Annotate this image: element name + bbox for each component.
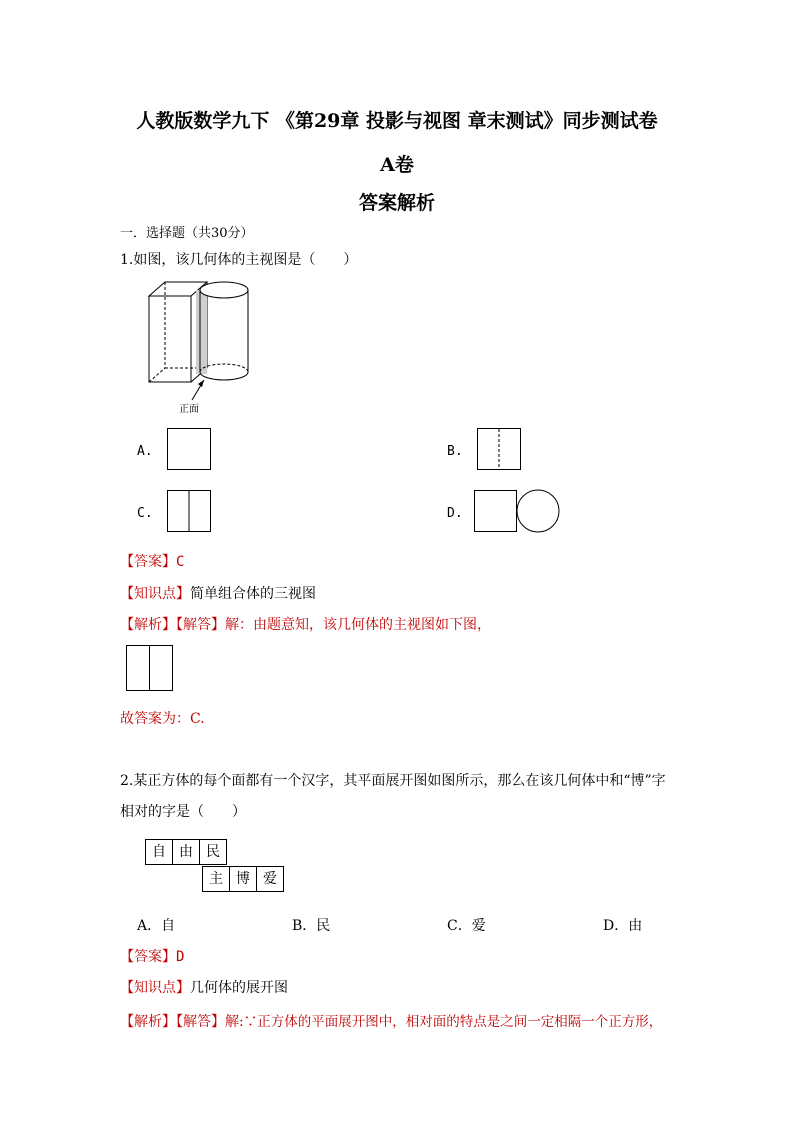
option-d-figure	[474, 490, 564, 534]
page-subtitle: A卷	[380, 154, 414, 176]
option-c-figure	[167, 490, 211, 532]
figure-caption-front: 正面	[179, 404, 199, 415]
analysis-prefix: 解:	[225, 1014, 244, 1030]
option-a-label: A.	[137, 444, 153, 459]
knowledge-value: 简单组合体的三视图	[190, 586, 316, 602]
option-a-figure	[167, 428, 211, 470]
question-2-stem-line2: 相对的字是（ ）	[120, 804, 246, 820]
question-2-option-b: B．民	[292, 918, 331, 934]
question-1-knowledge	[120, 583, 316, 603]
question-2-analysis	[120, 1010, 662, 1031]
net-cell: 由	[172, 839, 200, 865]
page-heading-answers: 答案解析	[358, 192, 435, 214]
question-2-option-d: D．由	[603, 918, 643, 934]
answer-value: D	[176, 949, 185, 965]
net-cell: 自	[145, 839, 173, 865]
answer-tag: 【答案】	[120, 554, 176, 570]
page-title: 人教版数学九下 《第29章 投影与视图 章末测试》同步测试卷	[136, 110, 658, 132]
net-cell: 主	[202, 866, 230, 892]
question-1-answer	[120, 551, 184, 571]
answer-value: C	[176, 554, 185, 570]
question-2-answer	[120, 946, 184, 966]
answer-front-view-figure	[126, 645, 174, 692]
answer-tag: 【答案】	[120, 949, 176, 965]
question-2-knowledge	[120, 977, 288, 997]
option-c-label: C.	[137, 506, 153, 521]
analysis-text: ∵正方体的平面展开图中，相对面的特点是之间一定相隔一个正方形，	[243, 1014, 663, 1030]
option-b-label: B.	[447, 444, 463, 459]
option-d-label: D.	[447, 506, 463, 521]
question-1-stem: 1.如图，该几何体的主视图是（ ）	[120, 252, 358, 268]
option-b-figure	[477, 428, 521, 470]
analysis-tag: 【解析】【解答】	[120, 617, 225, 633]
question-1-solid-figure	[140, 278, 260, 418]
knowledge-value: 几何体的展开图	[190, 980, 288, 996]
question-2-stem-line1: 2.某正方体的每个面都有一个汉字，其平面展开图如图所示，那么在该几何体中和“博”字	[120, 773, 666, 789]
question-1-analysis	[120, 614, 491, 634]
analysis-text: 解：由题意知，该几何体的主视图如下图，	[225, 617, 491, 633]
knowledge-tag: 【知识点】	[120, 586, 190, 602]
question-1-conclusion: 故答案为：C.	[120, 711, 205, 727]
net-cell: 民	[199, 839, 227, 865]
section-label: 一．选择题（共30分）	[120, 226, 254, 241]
net-cell: 博	[229, 866, 257, 892]
question-2-option-a: A．自	[137, 918, 176, 934]
question-2-option-c: C．爱	[447, 918, 486, 934]
net-cell: 爱	[256, 866, 284, 892]
analysis-tag: 【解析】【解答】	[120, 1014, 225, 1030]
knowledge-tag: 【知识点】	[120, 980, 190, 996]
